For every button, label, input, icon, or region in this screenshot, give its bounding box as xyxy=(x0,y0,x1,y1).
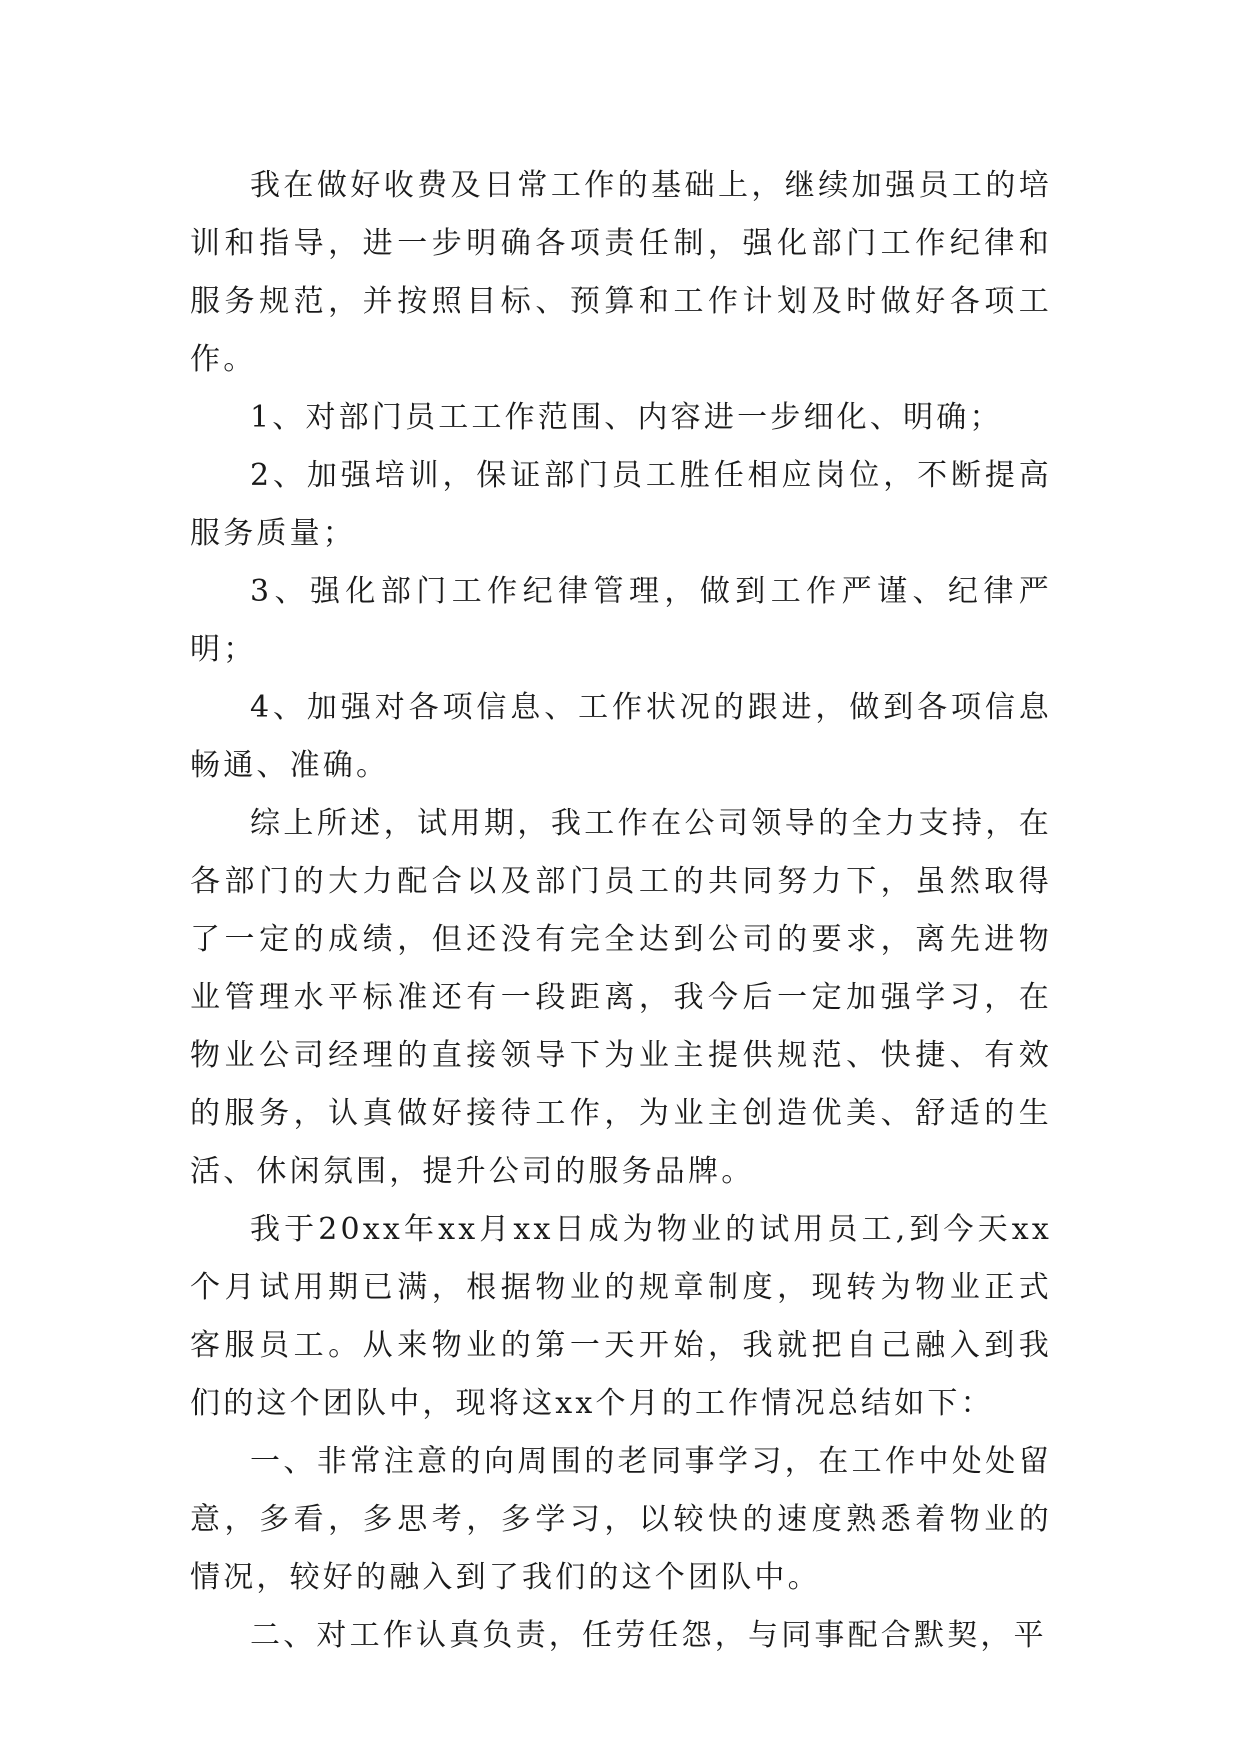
paragraph-summary: 综上所述，试用期，我工作在公司领导的全力支持，在各部门的大力配合以及部门员工的共同努力下，虽然取得了一定的成绩，但还没有完全达到公司的要求，离先进物业管理水平标准还有一段距离，我今后一定加强学习，在物业公司经理的直接领导下为业主提供规范、快捷、有效的服务，认真做好接待工作，为业主创造优美、舒适的生活、休闲氛围，提升公司的服务品牌。 xyxy=(190,806,1052,1189)
paragraph-work-foundation: 我在做好收费及日常工作的基础上，继续加强员工的培训和指导，进一步明确各项责任制，强化部门工作纪律和服务规范，并按照目标、预算和工作计划及时做好各项工作。 xyxy=(190,168,1052,377)
document-body xyxy=(190,157,1052,1665)
list-item-1: 1、对部门员工工作范围、内容进一步细化、明确； xyxy=(250,400,1003,435)
list-item-3: 3、强化部门工作纪律管理，做到工作严谨、纪律严明； xyxy=(190,574,1052,667)
paragraph-probation-intro: 我于20xx年xx月xx日成为物业的试用员工,到今天xx个月试用期已满，根据物业的规章制度，现转为物业正式客服员工。从来物业的第一天开始，我就把自己融入到我们的这个团队中，现将这xx个月的工作情况总结如下： xyxy=(190,1212,1052,1421)
list-item-2: 2、加强培训，保证部门员工胜任相应岗位，不断提高服务质量； xyxy=(190,458,1052,551)
paragraph-point-two: 二、对工作认真负责，任劳任怨，与同事配合默契，平 xyxy=(250,1618,1047,1653)
list-item-4: 4、加强对各项信息、工作状况的跟进，做到各项信息畅通、准确。 xyxy=(190,690,1052,783)
paragraph-point-one: 一、非常注意的向周围的老同事学习，在工作中处处留意，多看，多思考，多学习，以较快的速度熟悉着物业的情况，较好的融入到了我们的这个团队中。 xyxy=(190,1444,1052,1595)
